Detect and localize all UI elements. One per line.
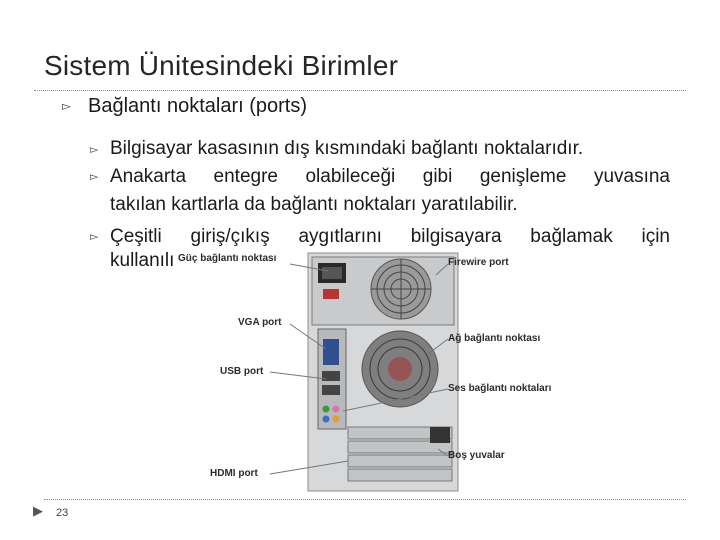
title-divider [34, 90, 686, 91]
label-network-port: Ağ bağlantı noktası [448, 333, 541, 344]
arrow-icon: ▶ [33, 503, 43, 518]
label-sound-ports: Ses bağlantı noktaları [448, 383, 552, 394]
label-usb-port: USB port [220, 366, 264, 377]
sub-bullet-3-line1: Çeşitli giriş/çıkış aygıtlarını bilgisayara bağlamak için [110, 226, 670, 247]
sub-bullet-2-line1: Anakarta entegre olabileceği gibi genişleme yuvasına [110, 166, 670, 187]
label-hdmi-port: HDMI port [210, 468, 258, 479]
bullet-ports: Bağlantı noktaları (ports) [88, 95, 307, 117]
label-firewire-port: Firewire port [448, 257, 509, 268]
footer-divider [44, 499, 686, 500]
triangle-bullet-icon: ▻ [90, 231, 99, 243]
sub-bullet-1: Bilgisayar kasasının dış kısmındaki bağlantı noktalarıdır. [110, 138, 584, 159]
label-vga-port: VGA port [238, 317, 282, 328]
triangle-bullet-icon: ▻ [90, 171, 99, 183]
case-rear-panel-figure [178, 249, 588, 494]
sub-bullet-3-line2: kullanılı [110, 250, 175, 271]
label-empty-slots: Boş yuvalar [448, 450, 505, 461]
page-number: 23 [56, 507, 69, 519]
triangle-bullet-icon: ▻ [90, 144, 99, 156]
triangle-bullet-icon: ▻ [62, 99, 72, 113]
slide-title: Sistem Ünitesindeki Birimler [44, 50, 399, 81]
sub-bullet-2-line2: takılan kartlarla da bağlantı noktaları yaratılabilir. [110, 194, 518, 215]
label-power-port: Güç bağlantı noktası [178, 253, 277, 264]
